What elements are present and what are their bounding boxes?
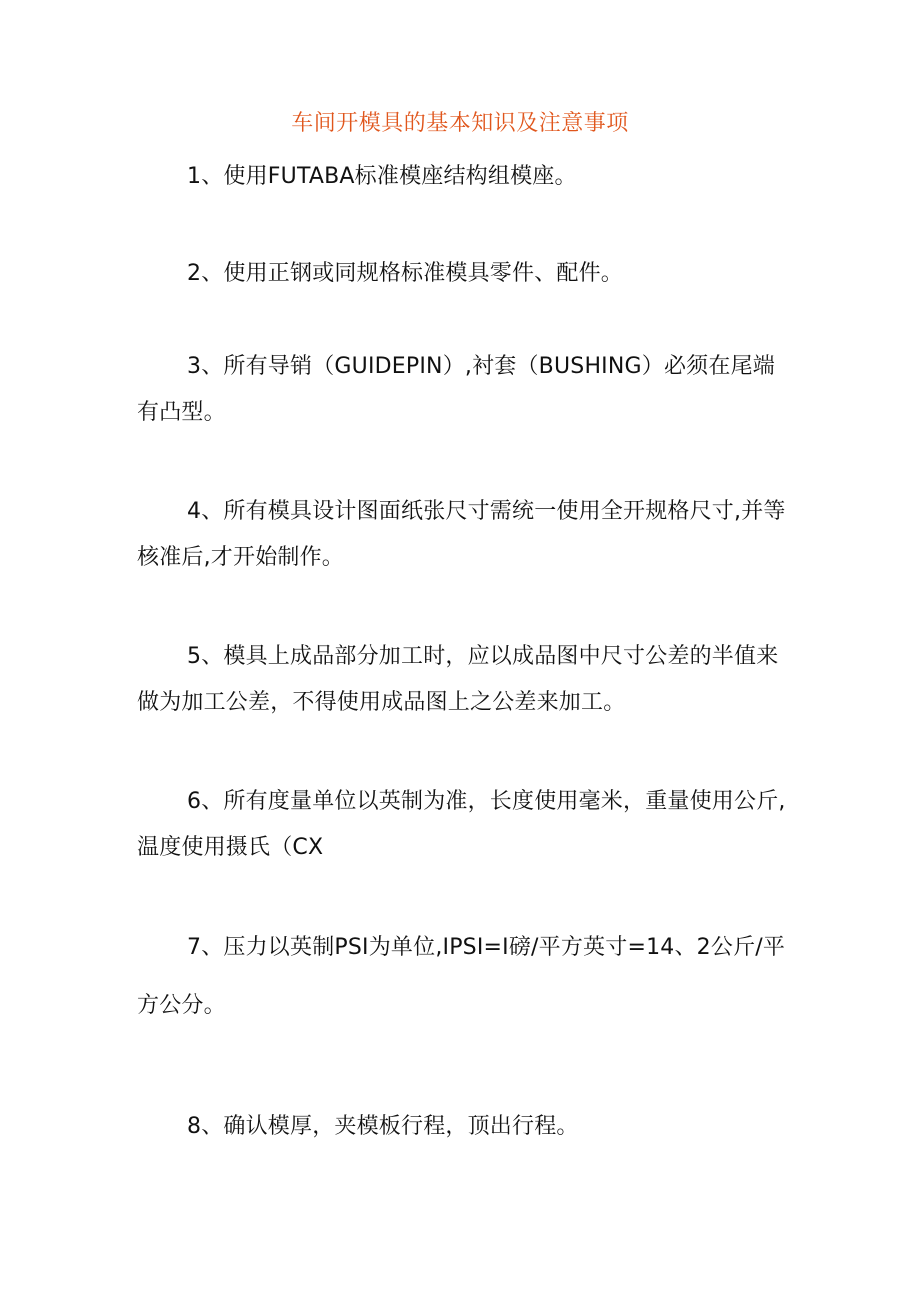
list-item: 2、使用正钢或同规格标准模具零件、配件。 (187, 261, 623, 286)
list-item: 1、使用FUTABA标准模座结构组模座。 (187, 164, 577, 189)
list-item: 5、模具上成品部分加工时，应以成品图中尺寸公差的半值来做为加工公差，不得使用成品图上之公差来加工。 (137, 644, 779, 715)
list-item: 6、所有度量单位以英制为准，长度使用毫米，重量使用公斤,温度使用摄氏（CX (137, 789, 786, 860)
list-item: 7、压力以英制PSI为单位,IPSI=I磅/平方英寸=14、2公斤/平方公分。 (137, 935, 786, 1018)
list-item: 4、所有模具设计图面纸张尺寸需统一使用全开规格尺寸,并等核准后,才开始制作。 (137, 499, 786, 570)
document-title: 车间开模具的基本知识及注意事项 (291, 111, 629, 136)
list-item: 8、确认模厚，夹模板行程，顶出行程。 (187, 1114, 579, 1139)
list-item: 3、所有导销（GUIDEPIN）,衬套（BUSHING）必须在尾端有凸型。 (137, 354, 775, 425)
